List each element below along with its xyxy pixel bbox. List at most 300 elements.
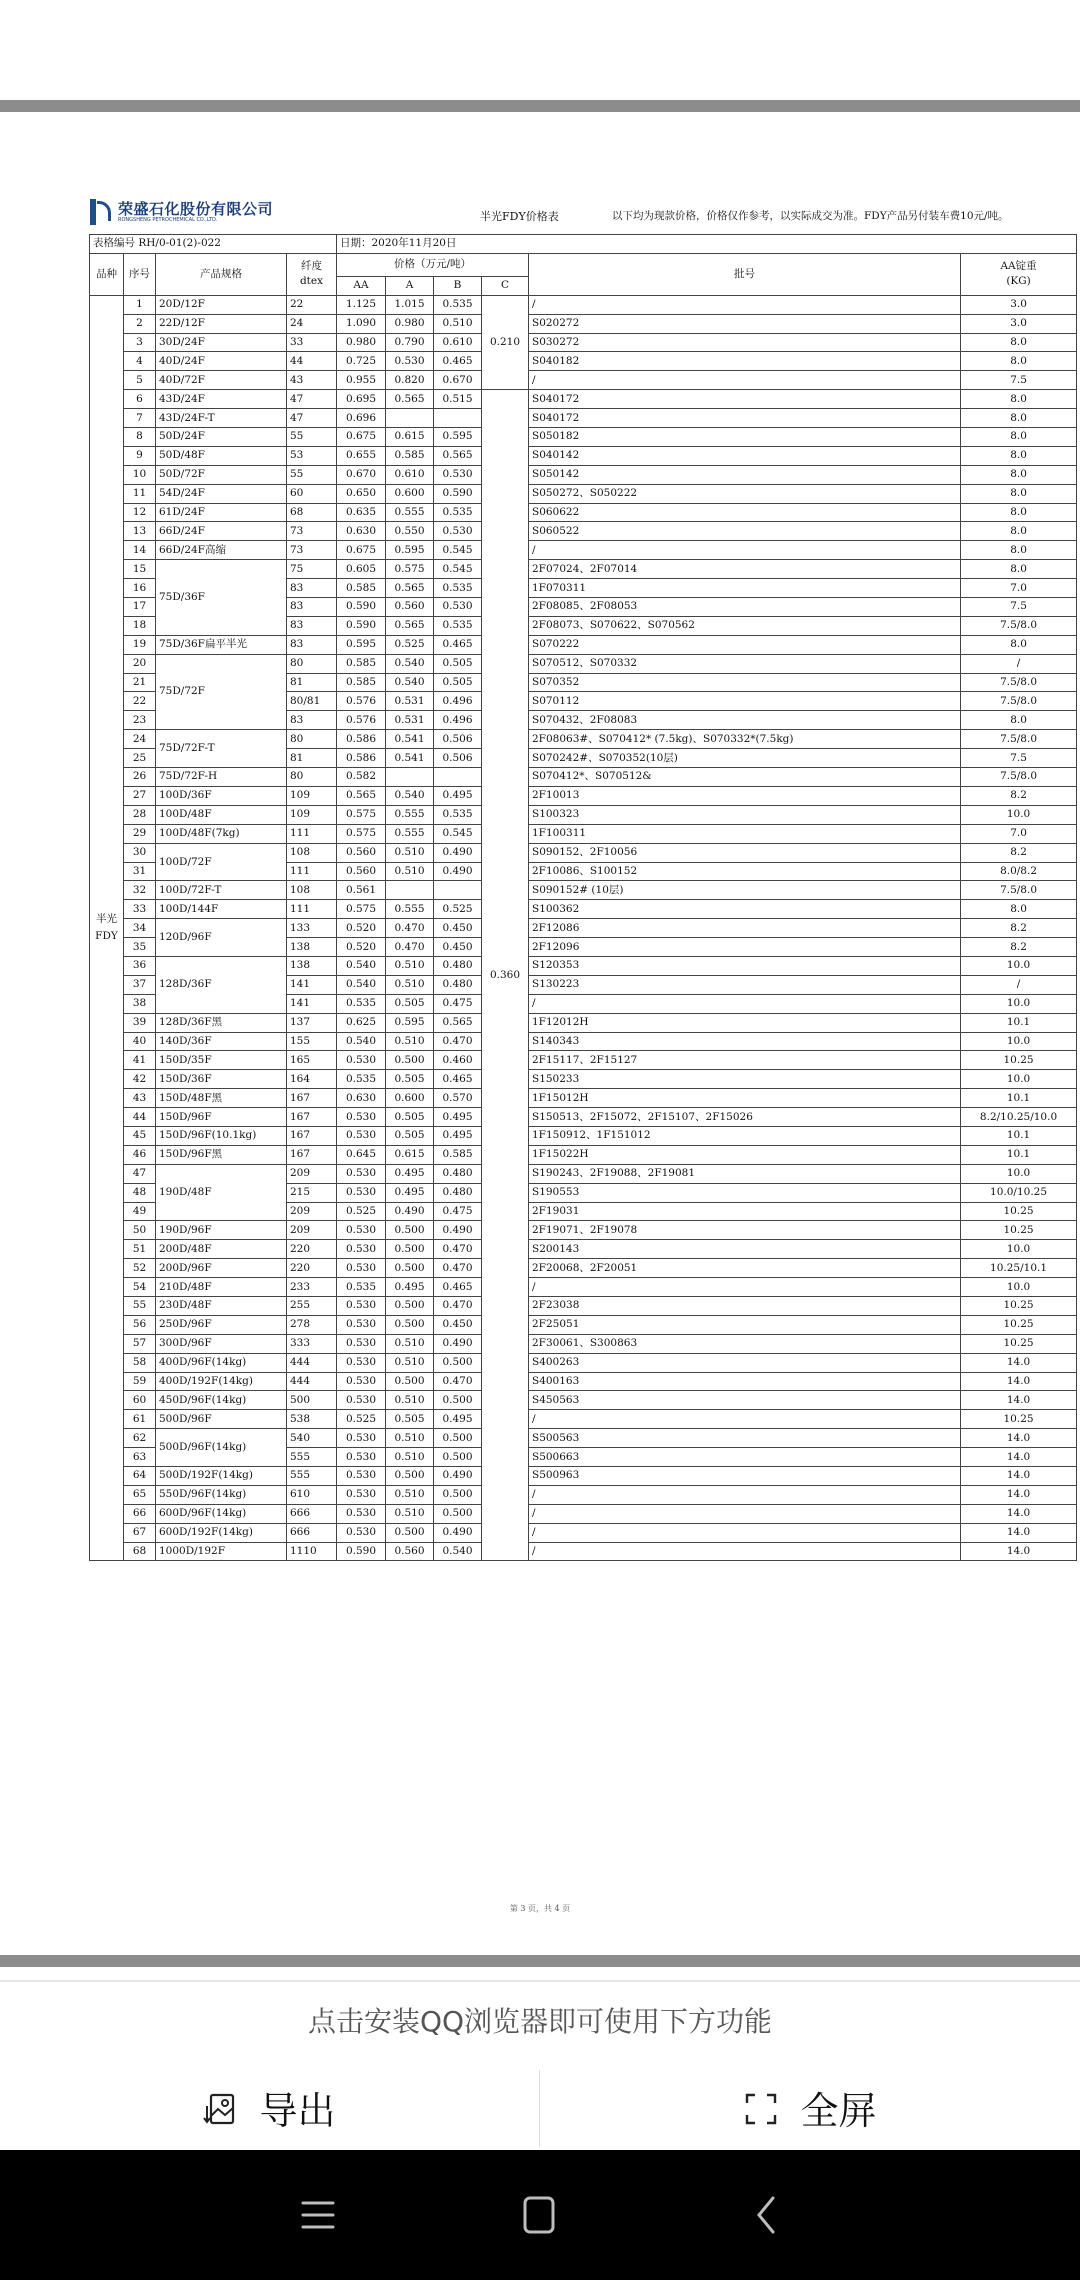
weight-cell: 10.0/10.25 <box>961 1183 1077 1202</box>
table-row <box>90 352 1077 371</box>
price-a-cell: 0.490 <box>386 1202 434 1221</box>
price-a-cell: 0.555 <box>386 503 434 522</box>
dtex-cell: 24 <box>287 314 337 333</box>
price-aa-cell: 0.530 <box>337 1183 386 1202</box>
price-a-cell: 0.495 <box>386 1278 434 1297</box>
weight-cell: 7.5 <box>961 598 1077 617</box>
price-b-cell: 0.490 <box>434 1523 482 1542</box>
price-aa-cell: 0.540 <box>337 1032 386 1051</box>
spec-cell: 75D/72F-H <box>156 768 287 787</box>
seq-cell: 66 <box>124 1504 156 1523</box>
price-b-cell: 0.490 <box>434 1467 482 1486</box>
weight-cell: 8.0 <box>961 446 1077 465</box>
batch-cell: S090152、2F10056 <box>529 843 961 862</box>
price-a-cell: 0.510 <box>386 1448 434 1467</box>
price-aa-cell: 0.590 <box>337 598 386 617</box>
weight-cell: 8.0 <box>961 352 1077 371</box>
price-aa-cell: 0.530 <box>337 1448 386 1467</box>
table-row <box>90 1051 1077 1070</box>
price-a-cell: 0.600 <box>386 1089 434 1108</box>
dtex-cell: 167 <box>287 1089 337 1108</box>
spec-cell: 150D/96F黑 <box>156 1145 287 1164</box>
price-a-cell: 0.500 <box>386 1051 434 1070</box>
price-b-cell: 0.515 <box>434 390 482 409</box>
spec-cell: 100D/144F <box>156 900 287 919</box>
price-a-cell: 0.470 <box>386 919 434 938</box>
price-aa-cell: 0.675 <box>337 541 386 560</box>
seq-cell: 38 <box>124 994 156 1013</box>
batch-cell: S450563 <box>529 1391 961 1410</box>
batch-cell: 1F15012H <box>529 1089 961 1108</box>
batch-cell: S030272 <box>529 333 961 352</box>
price-a-cell: 0.540 <box>386 786 434 805</box>
table-row <box>90 1372 1077 1391</box>
weight-cell: 8.0 <box>961 900 1077 919</box>
weight-cell: 7.0 <box>961 579 1077 598</box>
batch-cell: S100362 <box>529 900 961 919</box>
weight-cell: 7.5/8.0 <box>961 730 1077 749</box>
price-table-body <box>90 295 1077 1561</box>
price-a-cell: 0.540 <box>386 654 434 673</box>
dtex-cell: 540 <box>287 1429 337 1448</box>
table-row <box>90 1108 1077 1127</box>
spec-cell: 600D/192F(14kg) <box>156 1523 287 1542</box>
batch-cell: S150513、2F15072、2F15107、2F15026 <box>529 1108 961 1127</box>
weight-cell: 7.5/8.0 <box>961 881 1077 900</box>
export-label: 导出 <box>259 2089 336 2133</box>
seq-cell: 10 <box>124 465 156 484</box>
spec-cell: 190D/96F <box>156 1221 287 1240</box>
promo-text[interactable]: 点击安装QQ浏览器即可使用下方功能 <box>307 2005 773 2038</box>
batch-cell: S050272、S050222 <box>529 484 961 503</box>
price-b-cell: 0.545 <box>434 560 482 579</box>
price-b-cell: 0.450 <box>434 938 482 957</box>
seq-cell: 19 <box>124 635 156 654</box>
fullscreen-icon <box>744 2091 778 2125</box>
table-row <box>90 1334 1077 1353</box>
menu-button[interactable] <box>288 2195 348 2235</box>
price-aa-cell: 0.605 <box>337 560 386 579</box>
spec-cell: 100D/48F <box>156 805 287 824</box>
price-a-cell: 0.510 <box>386 1032 434 1051</box>
batch-cell: 2F25051 <box>529 1315 961 1334</box>
spec-cell: 128D/36F黑 <box>156 1013 287 1032</box>
dtex-cell: 444 <box>287 1353 337 1372</box>
price-a-cell: 0.560 <box>386 1542 434 1561</box>
price-aa-cell: 0.530 <box>337 1485 386 1504</box>
batch-cell: / <box>529 541 961 560</box>
price-b-cell: 0.450 <box>434 1315 482 1334</box>
seq-cell: 23 <box>124 711 156 730</box>
batch-cell: / <box>529 295 961 314</box>
price-a-cell: 0.541 <box>386 730 434 749</box>
batch-cell: / <box>529 1523 961 1542</box>
table-row <box>90 730 1077 749</box>
table-row <box>90 465 1077 484</box>
dtex-cell: 81 <box>287 673 337 692</box>
table-row <box>90 1296 1077 1315</box>
seq-cell: 6 <box>124 390 156 409</box>
price-a-cell: 0.500 <box>386 1296 434 1315</box>
seq-cell: 52 <box>124 1259 156 1278</box>
header-price: 价格（万元/吨） <box>337 253 529 276</box>
weight-cell: 7.5/8.0 <box>961 692 1077 711</box>
dtex-cell: 44 <box>287 352 337 371</box>
price-aa-cell: 0.675 <box>337 428 386 447</box>
price-b-cell <box>434 881 482 900</box>
table-row <box>90 1353 1077 1372</box>
price-a-cell: 0.470 <box>386 938 434 957</box>
spec-cell: 1000D/192F <box>156 1542 287 1561</box>
table-row <box>90 786 1077 805</box>
price-b-cell: 0.500 <box>434 1429 482 1448</box>
spec-cell: 50D/24F <box>156 428 287 447</box>
dtex-cell: 666 <box>287 1504 337 1523</box>
price-b-cell: 0.480 <box>434 1164 482 1183</box>
seq-cell: 14 <box>124 541 156 560</box>
weight-cell: 7.0 <box>961 824 1077 843</box>
price-b-cell: 0.465 <box>434 1070 482 1089</box>
price-aa-cell: 0.540 <box>337 956 386 975</box>
seq-cell: 24 <box>124 730 156 749</box>
header-batch: 批号 <box>529 253 961 295</box>
batch-cell: 2F08073、S070622、S070562 <box>529 616 961 635</box>
table-row <box>90 956 1077 975</box>
batch-cell: S140343 <box>529 1032 961 1051</box>
export-image-icon <box>203 2091 237 2125</box>
weight-cell: 8.0/8.2 <box>961 862 1077 881</box>
seq-cell: 22 <box>124 692 156 711</box>
dtex-cell: 610 <box>287 1485 337 1504</box>
price-aa-cell: 0.565 <box>337 786 386 805</box>
dtex-cell: 555 <box>287 1467 337 1486</box>
price-aa-cell: 0.625 <box>337 1013 386 1032</box>
price-aa-cell: 0.575 <box>337 900 386 919</box>
price-aa-cell: 0.530 <box>337 1221 386 1240</box>
dtex-cell: 165 <box>287 1051 337 1070</box>
spec-cell: 75D/72F <box>156 654 287 730</box>
dtex-cell: 22 <box>287 295 337 314</box>
spec-cell: 200D/96F <box>156 1259 287 1278</box>
viewer-top-bar <box>0 100 1080 112</box>
seq-cell: 3 <box>124 333 156 352</box>
dtex-cell: 55 <box>287 428 337 447</box>
seq-cell: 65 <box>124 1485 156 1504</box>
price-aa-cell: 0.530 <box>337 1315 386 1334</box>
batch-cell: S070222 <box>529 635 961 654</box>
price-b-cell: 0.465 <box>434 352 482 371</box>
seq-cell: 15 <box>124 560 156 579</box>
weight-cell: 7.5 <box>961 371 1077 390</box>
price-a-cell: 0.615 <box>386 428 434 447</box>
dtex-cell: 167 <box>287 1108 337 1127</box>
dtex-cell: 209 <box>287 1202 337 1221</box>
header-weight <box>961 253 1077 295</box>
seq-cell: 41 <box>124 1051 156 1070</box>
weight-cell: / <box>961 654 1077 673</box>
batch-cell: 2F07024、2F07014 <box>529 560 961 579</box>
weight-cell: 10.25 <box>961 1202 1077 1221</box>
weight-cell: 10.1 <box>961 1013 1077 1032</box>
weight-cell: 10.0 <box>961 956 1077 975</box>
dtex-cell: 111 <box>287 824 337 843</box>
dtex-cell: 80 <box>287 730 337 749</box>
price-a-cell: 0.510 <box>386 1334 434 1353</box>
batch-cell: 2F15117、2F15127 <box>529 1051 961 1070</box>
dtex-cell: 278 <box>287 1315 337 1334</box>
spec-cell: 100D/72F-T <box>156 881 287 900</box>
price-aa-cell: 0.630 <box>337 522 386 541</box>
price-b-cell: 0.496 <box>434 692 482 711</box>
seq-cell: 32 <box>124 881 156 900</box>
price-b-cell: 0.495 <box>434 1410 482 1429</box>
weight-cell: 10.0 <box>961 1070 1077 1089</box>
weight-cell: 14.0 <box>961 1485 1077 1504</box>
price-aa-cell: 0.575 <box>337 824 386 843</box>
header-grade-aa: AA <box>337 276 386 295</box>
batch-cell: / <box>529 1485 961 1504</box>
dtex-cell: 47 <box>287 390 337 409</box>
price-aa-cell: 0.635 <box>337 503 386 522</box>
header-grade-c: C <box>482 276 529 295</box>
price-a-cell: 0.555 <box>386 900 434 919</box>
price-b-cell: 0.525 <box>434 900 482 919</box>
price-a-cell: 0.565 <box>386 616 434 635</box>
seq-cell: 26 <box>124 768 156 787</box>
seq-cell: 60 <box>124 1391 156 1410</box>
button-divider <box>539 2070 540 2147</box>
price-b-cell: 0.460 <box>434 1051 482 1070</box>
home-button[interactable] <box>509 2195 569 2235</box>
price-aa-cell: 0.525 <box>337 1202 386 1221</box>
price-a-cell: 0.510 <box>386 1485 434 1504</box>
spec-cell: 100D/36F <box>156 786 287 805</box>
spec-cell: 150D/36F <box>156 1070 287 1089</box>
price-aa-cell: 0.585 <box>337 654 386 673</box>
price-a-cell: 0.531 <box>386 692 434 711</box>
price-a-cell: 0.510 <box>386 975 434 994</box>
spec-cell: 40D/24F <box>156 352 287 371</box>
seq-cell: 42 <box>124 1070 156 1089</box>
seq-cell: 17 <box>124 598 156 617</box>
header-dtex <box>287 253 337 295</box>
dtex-cell: 164 <box>287 1070 337 1089</box>
batch-cell: S070112 <box>529 692 961 711</box>
seq-cell: 12 <box>124 503 156 522</box>
batch-cell: S050142 <box>529 465 961 484</box>
price-b-cell: 0.490 <box>434 862 482 881</box>
batch-cell: S200143 <box>529 1240 961 1259</box>
table-row <box>90 1278 1077 1297</box>
table-row <box>90 503 1077 522</box>
price-b-cell: 0.585 <box>434 1145 482 1164</box>
price-aa-cell: 0.530 <box>337 1523 386 1542</box>
price-b-cell: 0.610 <box>434 333 482 352</box>
batch-cell: / <box>529 1504 961 1523</box>
price-aa-cell: 0.530 <box>337 1372 386 1391</box>
batch-cell: 2F30061、S300863 <box>529 1334 961 1353</box>
weight-cell: 10.25/10.1 <box>961 1259 1077 1278</box>
dtex-cell: 209 <box>287 1221 337 1240</box>
price-a-cell: 0.575 <box>386 560 434 579</box>
batch-cell: S060522 <box>529 522 961 541</box>
price-aa-cell: 0.530 <box>337 1126 386 1145</box>
batch-cell: S190553 <box>529 1183 961 1202</box>
price-a-cell: 0.555 <box>386 824 434 843</box>
price-b-cell <box>434 768 482 787</box>
price-b-cell: 0.565 <box>434 1013 482 1032</box>
price-b-cell: 0.465 <box>434 1278 482 1297</box>
table-row <box>90 428 1077 447</box>
price-b-cell: 0.530 <box>434 598 482 617</box>
weight-cell: 14.0 <box>961 1372 1077 1391</box>
weight-cell: 8.0 <box>961 465 1077 484</box>
dtex-cell: 500 <box>287 1391 337 1410</box>
seq-cell: 59 <box>124 1372 156 1391</box>
price-b-cell: 0.535 <box>434 805 482 824</box>
spec-cell: 75D/36F扁平半光 <box>156 635 287 654</box>
dtex-cell: 109 <box>287 786 337 805</box>
price-b-cell: 0.495 <box>434 1126 482 1145</box>
price-aa-cell: 0.530 <box>337 1240 386 1259</box>
price-aa-cell: 0.530 <box>337 1353 386 1372</box>
spec-cell: 400D/96F(14kg) <box>156 1353 287 1372</box>
dtex-cell: 73 <box>287 541 337 560</box>
dtex-cell: 137 <box>287 1013 337 1032</box>
batch-cell: 2F23038 <box>529 1296 961 1315</box>
seq-cell: 11 <box>124 484 156 503</box>
price-b-cell: 0.545 <box>434 541 482 560</box>
table-row <box>90 1126 1077 1145</box>
spec-cell: 150D/96F(10.1kg) <box>156 1126 287 1145</box>
document-title: 半光FDY价格表 <box>480 210 559 223</box>
weight-cell: 8.2 <box>961 938 1077 957</box>
price-b-cell: 0.480 <box>434 1183 482 1202</box>
seq-cell: 64 <box>124 1467 156 1486</box>
seq-cell: 46 <box>124 1145 156 1164</box>
table-row <box>90 1410 1077 1429</box>
dtex-cell: 83 <box>287 635 337 654</box>
table-row <box>90 1391 1077 1410</box>
dtex-cell: 233 <box>287 1278 337 1297</box>
price-a-cell: 0.820 <box>386 371 434 390</box>
spec-cell: 210D/48F <box>156 1278 287 1297</box>
spec-cell: 150D/35F <box>156 1051 287 1070</box>
batch-cell: 1F15022H <box>529 1145 961 1164</box>
spec-cell: 250D/96F <box>156 1315 287 1334</box>
batch-cell: S070242#、S070352(10层) <box>529 749 961 768</box>
price-a-cell: 0.610 <box>386 465 434 484</box>
price-b-cell: 0.595 <box>434 428 482 447</box>
price-a-cell: 0.595 <box>386 1013 434 1032</box>
dtex-cell: 215 <box>287 1183 337 1202</box>
table-row <box>90 1523 1077 1542</box>
price-a-cell: 0.525 <box>386 635 434 654</box>
weight-cell: 10.25 <box>961 1296 1077 1315</box>
price-aa-cell: 0.520 <box>337 938 386 957</box>
batch-cell: 2F10013 <box>529 786 961 805</box>
dtex-cell: 83 <box>287 616 337 635</box>
weight-cell: 7.5/8.0 <box>961 673 1077 692</box>
export-button[interactable] <box>0 2070 539 2145</box>
fullscreen-button[interactable] <box>541 2070 1080 2145</box>
seq-cell: 68 <box>124 1542 156 1561</box>
header-category: 品种 <box>90 253 124 295</box>
table-row <box>90 1485 1077 1504</box>
weight-cell: 10.1 <box>961 1126 1077 1145</box>
table-row <box>90 371 1077 390</box>
seq-cell: 21 <box>124 673 156 692</box>
spec-cell: 40D/72F <box>156 371 287 390</box>
weight-cell: 8.0 <box>961 711 1077 730</box>
price-aa-cell: 0.540 <box>337 975 386 994</box>
batch-cell: S070352 <box>529 673 961 692</box>
weight-cell: 10.0 <box>961 805 1077 824</box>
price-b-cell: 0.495 <box>434 1108 482 1127</box>
price-a-cell: 0.790 <box>386 333 434 352</box>
dtex-cell: 220 <box>287 1240 337 1259</box>
weight-cell: 3.0 <box>961 295 1077 314</box>
batch-cell: 2F19071、2F19078 <box>529 1221 961 1240</box>
seq-cell: 62 <box>124 1429 156 1448</box>
price-a-cell: 0.500 <box>386 1240 434 1259</box>
batch-cell: S040182 <box>529 352 961 371</box>
weight-cell: 10.1 <box>961 1089 1077 1108</box>
dtex-cell: 108 <box>287 843 337 862</box>
dtex-cell: 111 <box>287 862 337 881</box>
price-aa-cell: 0.535 <box>337 1070 386 1089</box>
table-row <box>90 919 1077 938</box>
table-row <box>90 484 1077 503</box>
price-a-cell: 0.500 <box>386 1259 434 1278</box>
price-a-cell: 0.500 <box>386 1523 434 1542</box>
price-b-cell: 0.490 <box>434 1334 482 1353</box>
price-b-cell: 0.500 <box>434 1448 482 1467</box>
batch-cell: S190243、2F19088、2F19081 <box>529 1164 961 1183</box>
table-row <box>90 1032 1077 1051</box>
batch-cell: S060622 <box>529 503 961 522</box>
dtex-cell: 141 <box>287 994 337 1013</box>
spec-cell: 500D/96F <box>156 1410 287 1429</box>
batch-cell: S100323 <box>529 805 961 824</box>
table-row <box>90 1013 1077 1032</box>
batch-cell: S500563 <box>529 1429 961 1448</box>
price-table <box>89 234 1077 1561</box>
price-a-cell: 0.615 <box>386 1145 434 1164</box>
price-b-cell: 0.475 <box>434 1202 482 1221</box>
spec-cell: 550D/96F(14kg) <box>156 1485 287 1504</box>
weight-cell: 8.0 <box>961 522 1077 541</box>
table-row <box>90 295 1077 314</box>
weight-cell: 14.0 <box>961 1467 1077 1486</box>
price-b-cell: 0.530 <box>434 465 482 484</box>
price-a-cell: 0.510 <box>386 862 434 881</box>
price-a-cell: 0.495 <box>386 1164 434 1183</box>
price-aa-cell: 0.586 <box>337 730 386 749</box>
back-button[interactable] <box>737 2195 797 2235</box>
price-aa-cell: 1.125 <box>337 295 386 314</box>
table-row <box>90 824 1077 843</box>
price-b-cell: 0.470 <box>434 1240 482 1259</box>
dtex-cell: 83 <box>287 579 337 598</box>
logo-icon <box>90 199 112 225</box>
dtex-cell: 80 <box>287 654 337 673</box>
spec-cell: 600D/96F(14kg) <box>156 1504 287 1523</box>
price-aa-cell: 0.530 <box>337 1164 386 1183</box>
seq-cell: 48 <box>124 1183 156 1202</box>
dtex-cell: 75 <box>287 560 337 579</box>
form-number: 表格编号 RH/0-01(2)-022 <box>90 235 337 254</box>
